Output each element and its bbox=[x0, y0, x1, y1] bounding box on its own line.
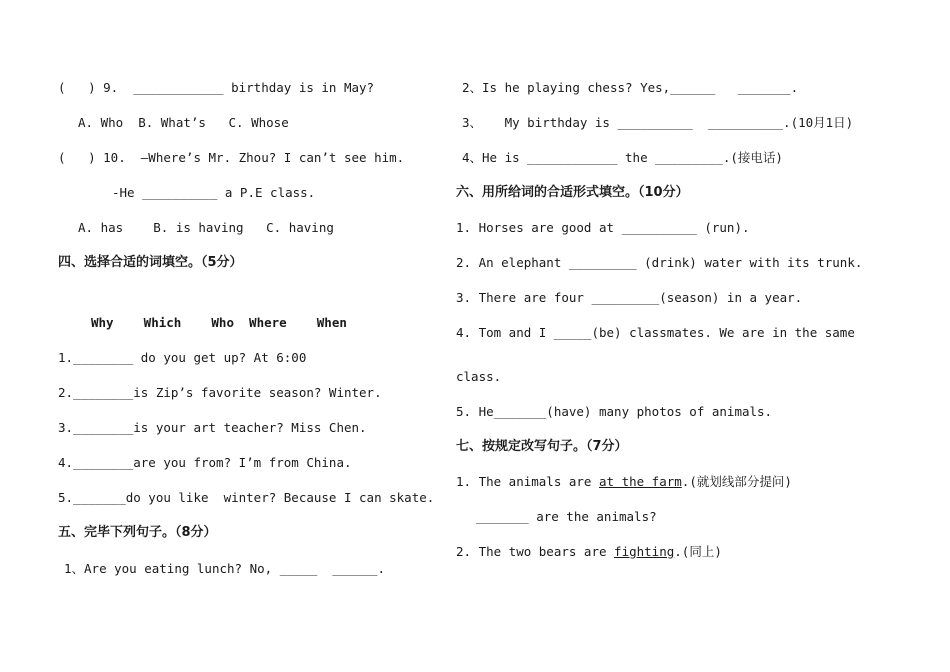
section-4-item: 4.________are you from? I’m from China. bbox=[58, 455, 352, 470]
section-6-item: 1. Horses are good at __________ (run). bbox=[456, 220, 750, 235]
item-text: 1. The animals are bbox=[456, 474, 599, 489]
question-9-options: A. Who B. What’s C. Whose bbox=[78, 115, 289, 130]
word-bank: Why Which Who Where When bbox=[91, 315, 347, 330]
section-6-item: 4. Tom and I _____(be) classmates. We are in the same bbox=[456, 325, 855, 340]
section-5-item: 1、Are you eating lunch? No, _____ ______. bbox=[64, 561, 386, 576]
item-instruction: .(就划线部分提问) bbox=[681, 474, 792, 489]
section-7-item-1-answer: _______ are the animals? bbox=[476, 509, 657, 524]
item-instruction: .(同上) bbox=[674, 544, 722, 559]
underlined-phrase: at the farm bbox=[599, 474, 682, 489]
item-text: 2. The two bears are bbox=[456, 544, 615, 559]
section-7-title: 七、按规定改写句子。（7分） bbox=[456, 439, 628, 454]
question-9: ( ) 9. ____________ birthday is in May? bbox=[58, 80, 375, 95]
question-10: ( ) 10. –Where’s Mr. Zhou? I can’t see him. bbox=[58, 150, 405, 165]
underlined-phrase: fighting bbox=[614, 544, 675, 559]
section-4-item: 1.________ do you get up? At 6:00 bbox=[58, 350, 307, 365]
question-10-answer-line: -He __________ a P.E class. bbox=[112, 185, 316, 200]
section-5-item: 4、He is ____________ the _________.(接电话) bbox=[462, 150, 783, 165]
section-6-item: 5. He_______(have) many photos of animals. bbox=[456, 404, 773, 419]
section-7-item-1 bbox=[456, 474, 792, 490]
section-5-title: 五、完毕下列句子。（8分） bbox=[58, 525, 217, 540]
section-6-item: 3. There are four _________(season) in a year. bbox=[456, 290, 803, 305]
section-5-item: 2、Is he playing chess? Yes,______ _______. bbox=[462, 80, 799, 95]
section-5-item: 3、 My birthday is __________ __________.(10月1日) bbox=[462, 115, 854, 130]
section-6-item-continued: class. bbox=[456, 369, 502, 384]
section-4-item: 5._______do you like winter? Because I can skate. bbox=[58, 490, 435, 505]
section-4-item: 3.________is your art teacher? Miss Chen. bbox=[58, 420, 367, 435]
section-7-item-2 bbox=[456, 544, 722, 560]
section-4-item: 2.________is Zip’s favorite season? Winter. bbox=[58, 385, 382, 400]
section-6-item: 2. An elephant _________ (drink) water with its trunk. bbox=[456, 255, 863, 270]
section-6-title: 六、用所给词的合适形式填空。（10分） bbox=[456, 185, 689, 200]
question-10-options: A. has B. is having C. having bbox=[78, 220, 334, 235]
section-4-title: 四、选择合适的词填空。（5分） bbox=[58, 255, 243, 270]
